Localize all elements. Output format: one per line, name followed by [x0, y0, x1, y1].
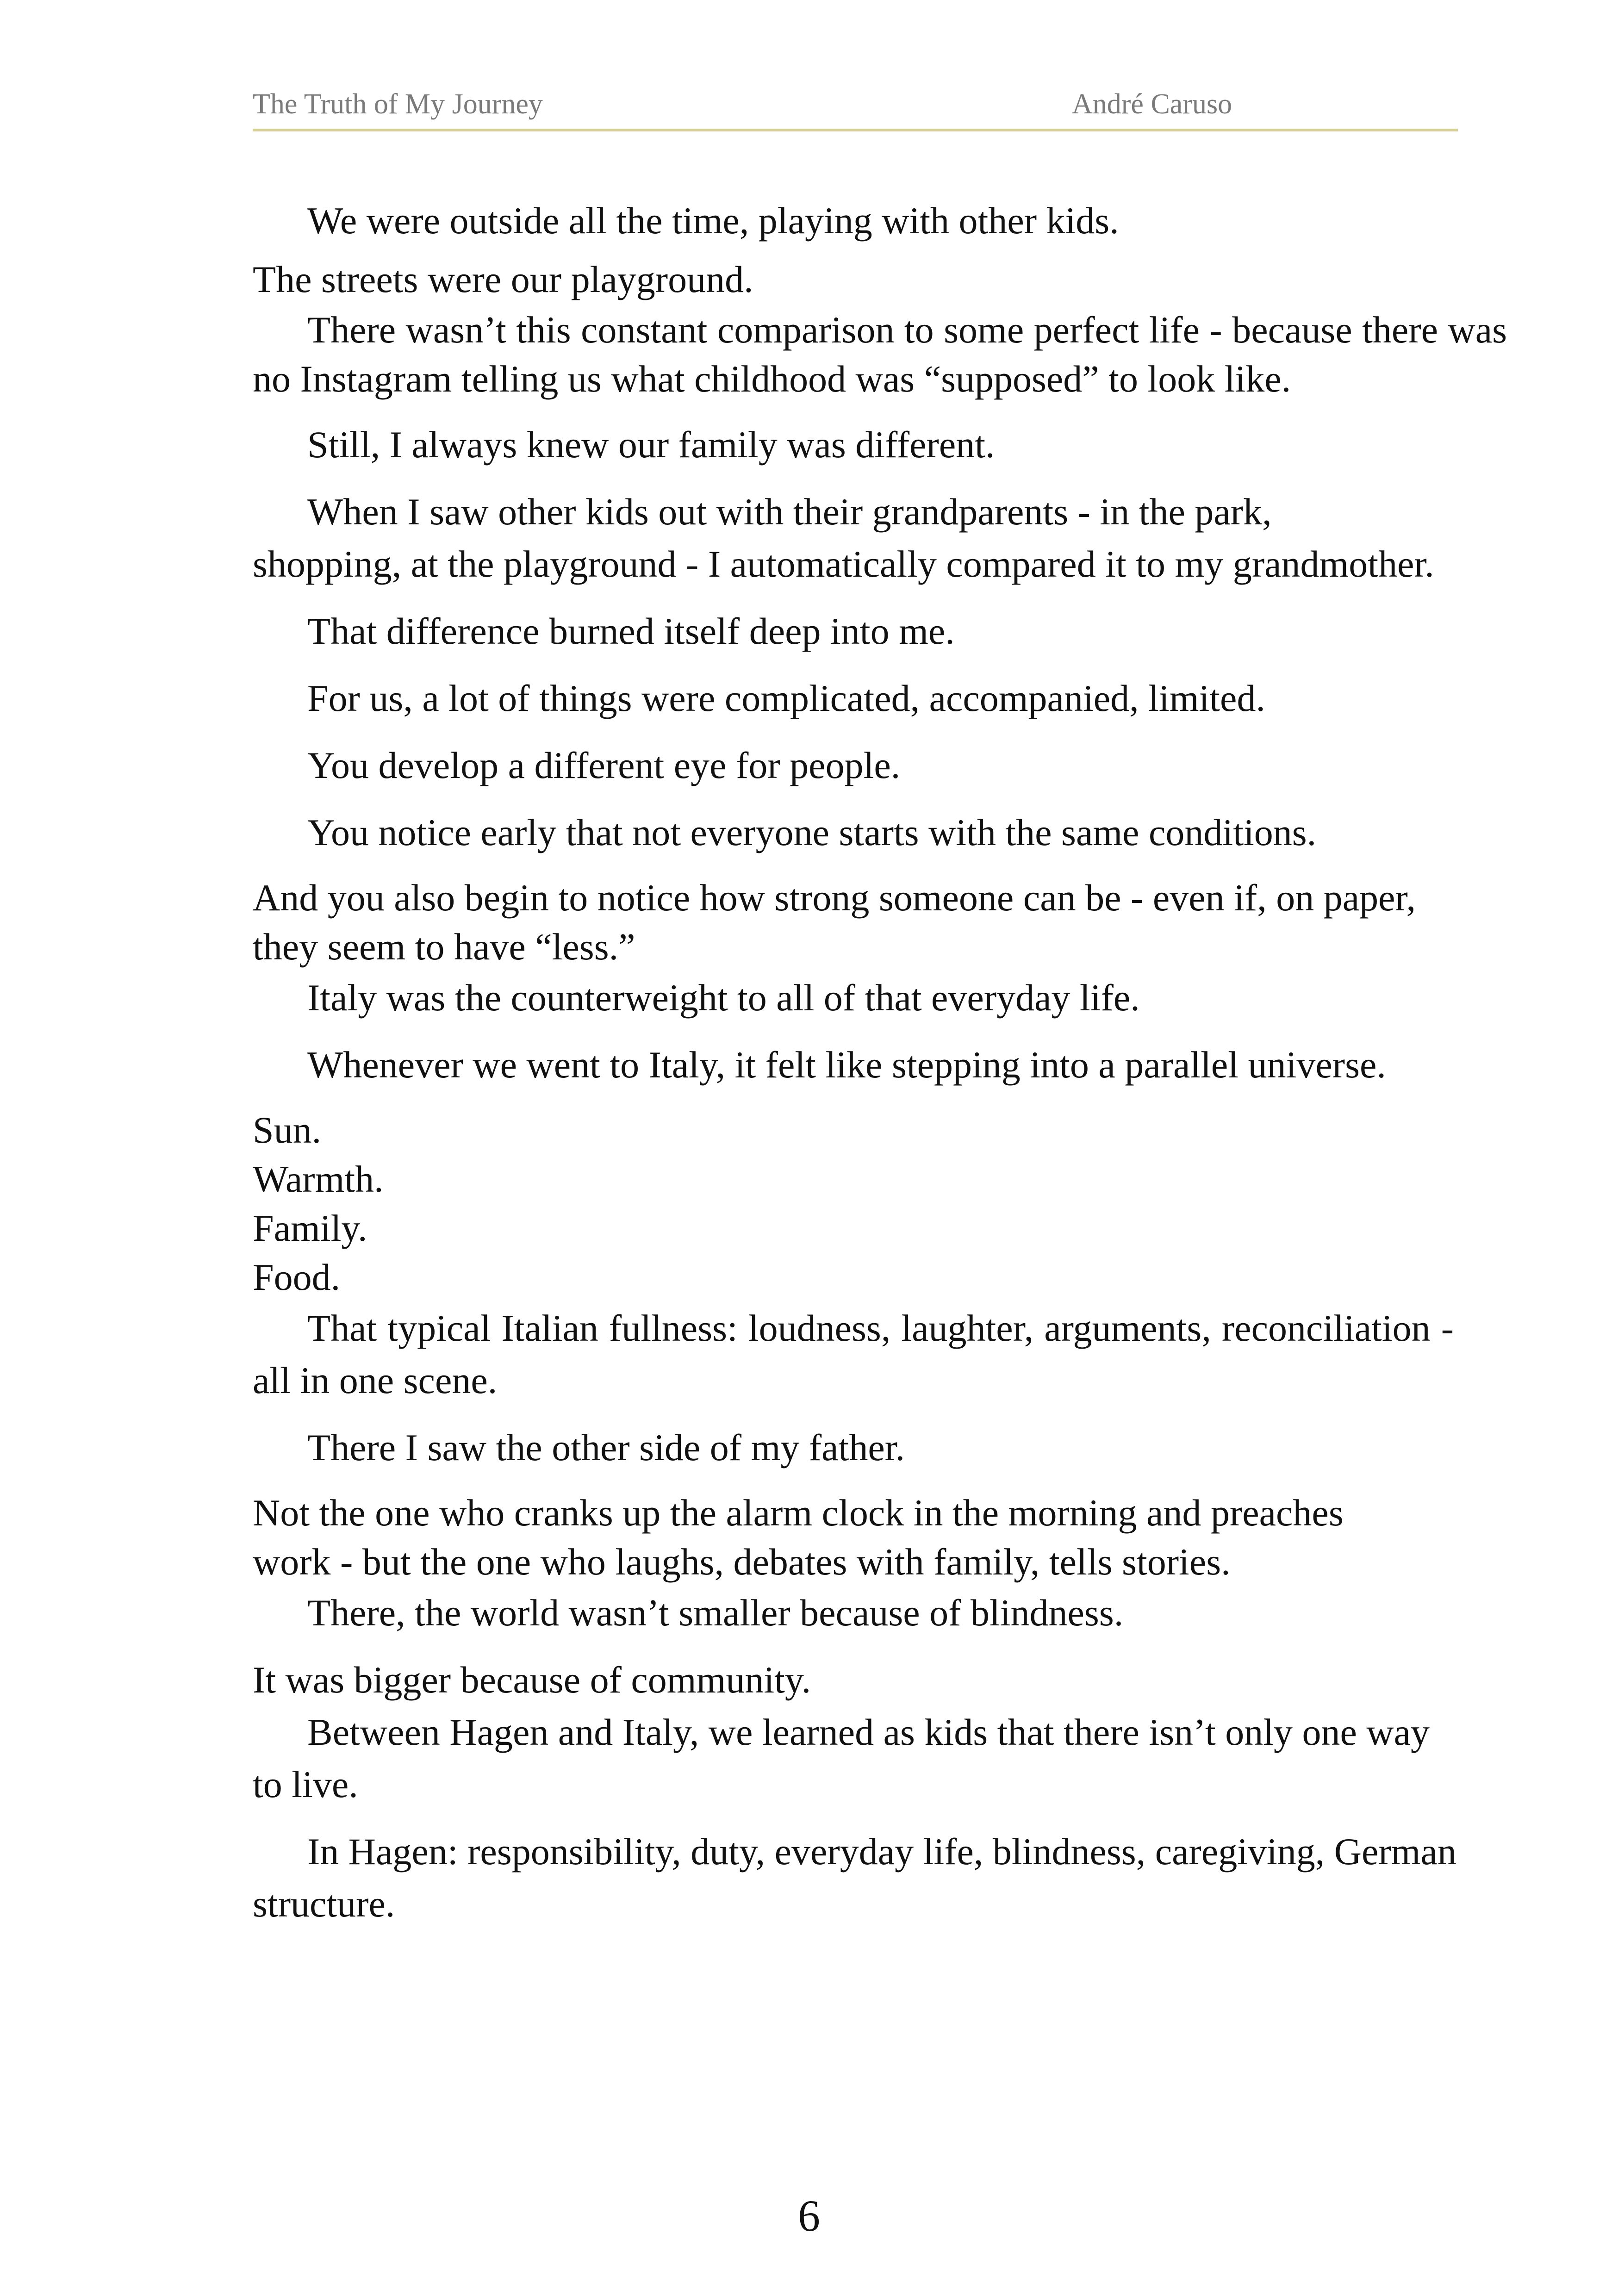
- page-body: [253, 194, 1507, 1930]
- paragraph: That difference burned itself deep into me.: [307, 610, 955, 652]
- header-book-title: The Truth of My Journey: [253, 88, 543, 120]
- paragraph: There I saw the other side of my father.: [307, 1426, 905, 1468]
- paragraph: You develop a different eye for people.: [307, 744, 901, 786]
- paragraph: Family.: [253, 1207, 367, 1249]
- paragraph: That typical Italian fullness: loudness, laughter, arguments, reconciliation - all in one scene.: [253, 1307, 1454, 1401]
- paragraph: Still, I always knew our family was different.: [307, 423, 995, 466]
- paragraph: You notice early that not everyone starts with the same conditions.: [307, 811, 1317, 853]
- header-author: André Caruso: [1072, 88, 1232, 120]
- paragraph: For us, a lot of things were complicated, accompanied, limited.: [307, 677, 1265, 719]
- paragraph: Between Hagen and Italy, we learned as kids that there isn’t only one way to live.: [253, 1711, 1430, 1805]
- paragraph: Whenever we went to Italy, it felt like stepping into a parallel universe.: [307, 1044, 1386, 1086]
- paragraph: In Hagen: responsibility, duty, everyday life, blindness, caregiving, German structure.: [253, 1830, 1456, 1925]
- paragraph: We were outside all the time, playing with other kids.: [307, 199, 1119, 242]
- paragraph: And you also begin to notice how strong someone can be - even if, on paper, they seem to have “less.”: [253, 877, 1416, 968]
- page-number: 6: [798, 2191, 820, 2240]
- running-header: [253, 87, 1458, 131]
- paragraph: Sun.: [253, 1109, 322, 1151]
- paragraph: When I saw other kids out with their grandparents - in the park,: [307, 491, 1272, 533]
- paragraph: There, the world wasn’t smaller because of blindness.: [307, 1592, 1124, 1634]
- paragraph: The streets were our playground.: [253, 258, 753, 300]
- paragraph: There wasn’t this constant comparison to some perfect life - because there was no Instagram telling us what childhood was “supposed” to look like.: [253, 309, 1507, 400]
- paragraph: Not the one who cranks up the alarm clock in the morning and preaches work - but the one who laughs, debates with family, tells stories.: [253, 1492, 1344, 1583]
- paragraph: Food.: [253, 1256, 341, 1298]
- paragraph: Italy was the counterweight to all of that everyday life.: [307, 977, 1140, 1019]
- paragraph: shopping, at the playground - I automatically compared it to my grandmother.: [253, 543, 1434, 585]
- paragraph: It was bigger because of community.: [253, 1659, 811, 1701]
- paragraph: Warmth.: [253, 1158, 384, 1200]
